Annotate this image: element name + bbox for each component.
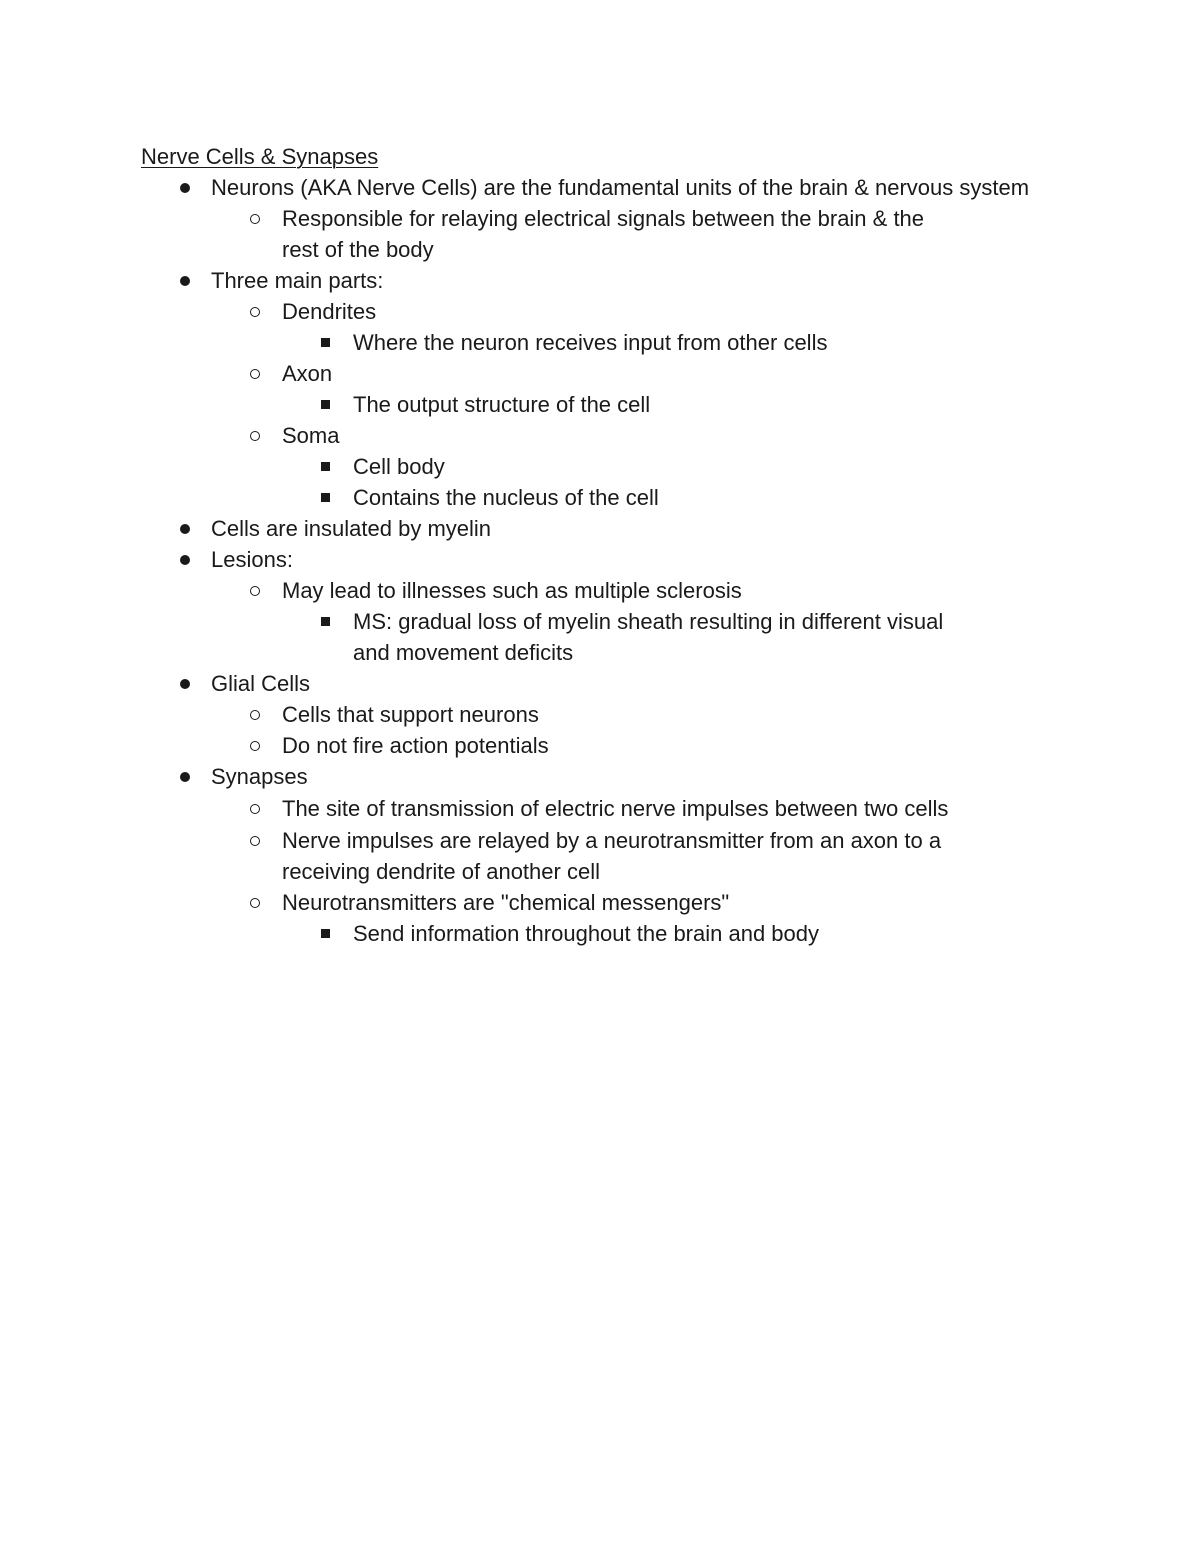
list-item: MS: gradual loss of myelin sheath resulting in different visual — [353, 609, 944, 634]
filled-bullet-icon — [174, 544, 196, 575]
filled-bullet-icon — [174, 513, 196, 544]
hollow-bullet-icon — [244, 887, 266, 918]
list-item: Axon — [282, 361, 333, 386]
filled-bullet-icon — [174, 172, 196, 203]
list-item: Three main parts: — [211, 268, 384, 293]
list-item-continuation: receiving dendrite of another cell — [282, 859, 600, 884]
square-bullet-icon — [314, 327, 336, 358]
list-item: Cells that support neurons — [282, 702, 539, 727]
filled-bullet-icon — [174, 265, 196, 296]
list-item: Nerve impulses are relayed by a neurotransmitter from an axon to a — [282, 828, 942, 853]
list-item: Lesions: — [211, 547, 293, 572]
list-item: The output structure of the cell — [353, 392, 651, 417]
hollow-bullet-icon — [244, 730, 266, 761]
hollow-bullet-icon — [244, 358, 266, 389]
list-item: Neurotransmitters are "chemical messengers" — [282, 890, 730, 915]
square-bullet-icon — [314, 451, 336, 482]
hollow-bullet-icon — [244, 420, 266, 451]
list-item: Dendrites — [282, 299, 377, 324]
square-bullet-icon — [314, 918, 336, 949]
list-item: Synapses — [211, 764, 308, 789]
list-item-continuation: rest of the body — [282, 237, 434, 262]
list-item: Glial Cells — [211, 671, 311, 696]
list-item: Where the neuron receives input from other cells — [353, 330, 828, 355]
hollow-bullet-icon — [244, 203, 266, 234]
hollow-bullet-icon — [244, 699, 266, 730]
hollow-bullet-icon — [244, 296, 266, 327]
list-item: Do not fire action potentials — [282, 733, 549, 758]
square-bullet-icon — [314, 606, 336, 637]
list-item: Soma — [282, 423, 340, 448]
list-item: May lead to illnesses such as multiple sclerosis — [282, 578, 742, 603]
filled-bullet-icon — [174, 668, 196, 699]
list-item: Send information throughout the brain and body — [353, 921, 819, 946]
hollow-bullet-icon — [244, 793, 266, 824]
square-bullet-icon — [314, 482, 336, 513]
list-item: Contains the nucleus of the cell — [353, 485, 659, 510]
square-bullet-icon — [314, 389, 336, 420]
list-item: Cells are insulated by myelin — [211, 516, 492, 541]
list-item: Neurons (AKA Nerve Cells) are the fundamental units of the brain & nervous system — [211, 175, 1030, 200]
filled-bullet-icon — [174, 761, 196, 792]
list-item: Cell body — [353, 454, 445, 479]
list-item-continuation: and movement deficits — [353, 640, 574, 665]
document-title: Nerve Cells & Synapses — [141, 144, 379, 169]
hollow-bullet-icon — [244, 575, 266, 606]
list-item: Responsible for relaying electrical signals between the brain & the — [282, 206, 925, 231]
list-item: The site of transmission of electric nerve impulses between two cells — [282, 796, 949, 821]
hollow-bullet-icon — [244, 825, 266, 856]
